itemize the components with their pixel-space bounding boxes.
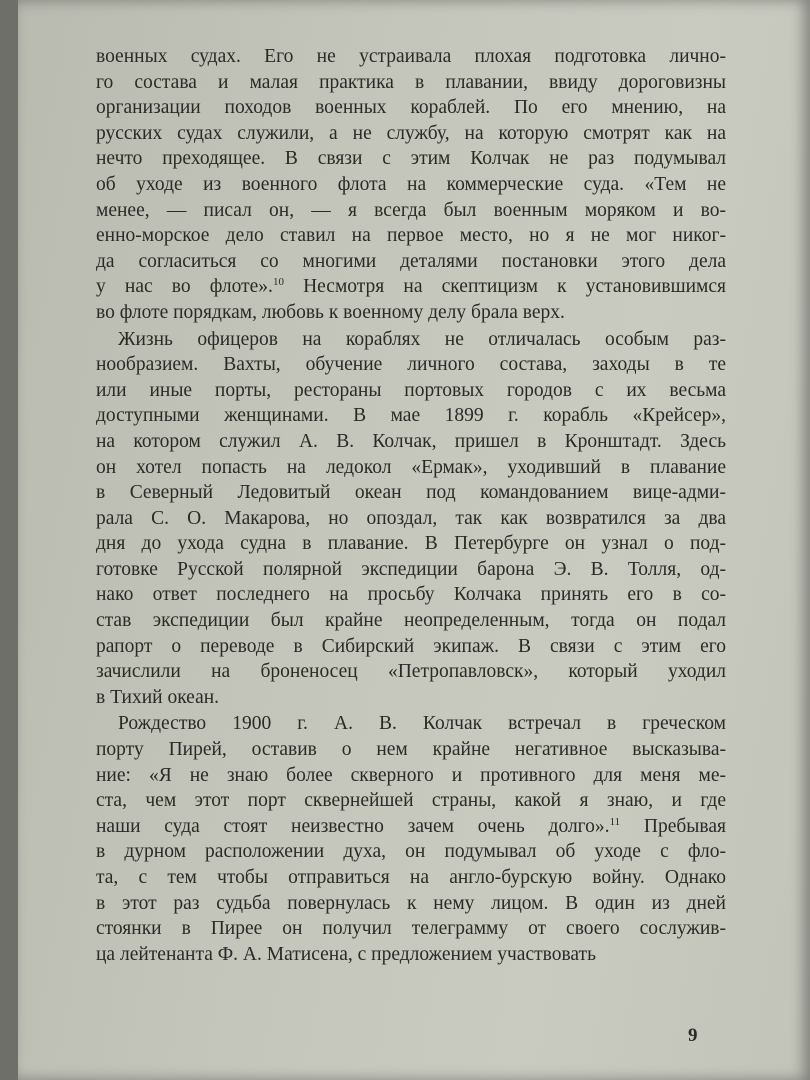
text-line: организации походов военных кораблей. По его мнению, на [96, 97, 726, 119]
footnote-marker: 11 [609, 815, 621, 828]
text-line: в дурном расположении духа, он подумывал об уходе с фло- [96, 841, 726, 863]
book-page [18, 0, 810, 1080]
text-line: менее, — писал он, — я всегда был военным моряком и во- [96, 199, 726, 221]
text-line: та, с тем чтобы отправиться на англо-бурскую войну. Однако [96, 867, 726, 888]
text-line: об уходе из военного флота на коммерческие суда. «Тем не [96, 173, 726, 195]
text-line: рапорт о переводе в Сибирский экипаж. В связи с этим его [96, 635, 726, 657]
text-line: зачислили на броненосец «Петропавловск», который уходил [96, 661, 726, 683]
text-line: или иные порты, рестораны портовых городов с их весьма [96, 379, 726, 401]
text-line: Жизнь офицеров на кораблях не отличалась особым раз- [118, 328, 726, 350]
text-line: русских судах служили, а не службу, на которую смотрят как на [96, 122, 726, 144]
text-line: ние: «Я не знаю более скверного и противного для меня ме- [96, 764, 726, 786]
text-line: доступными женщинами. В мае 1899 г. корабль «Крейсер», [96, 405, 726, 427]
paragraph [96, 44, 726, 326]
text-line: в этот раз судьба повернулась к нему лицом. В один из дней [96, 892, 726, 914]
paragraph [96, 327, 726, 711]
text-line: нако ответ последнего на просьбу Колчака принять его в со- [96, 584, 726, 606]
footnote-marker: 10 [272, 276, 284, 289]
text-line: он хотел попасть на ледокол «Ермак», уходивший в плавание [96, 456, 726, 478]
text-line: готовке Русской полярной экспедиции барона Э. В. Толля, од- [96, 558, 726, 580]
text-line: ца лейтенанта Ф. А. Матисена, с предложением участвовать [96, 943, 596, 965]
text-line: нечто преходящее. В связи с этим Колчак не раз подумывал [96, 148, 726, 170]
page-number: 9 [688, 1025, 698, 1046]
text-line: ста, чем этот порт сквернейшей страны, какой я знаю, и где [96, 790, 726, 812]
text-line: да согласиться со многими деталями постановки этого дела [96, 250, 726, 272]
text-line: у нас во флоте».$^{10}$ Несмотря на скептицизм к установившимся [96, 276, 727, 298]
text-line: военных судах. Его не устраивала плохая подготовка лично- [96, 46, 726, 67]
text-line: став экспедиции был крайне неопределенным, тогда он подал [96, 610, 726, 632]
paragraph [96, 711, 726, 967]
text-line: во флоте порядкам, любовь к военному делу брала верх. [96, 301, 565, 323]
text-line: наши суда стоят неизвестно зачем очень долго».$^{11}$ Пребывая [96, 815, 726, 837]
text-line: Рождество 1900 г. А. В. Колчак встречал в греческом [118, 713, 726, 735]
text-line: стоянки в Пирее он получил телеграмму от своего сослужив- [96, 918, 726, 940]
text-line: го состава и малая практика в плавании, ввиду дороговизны [96, 71, 726, 93]
text-line: рала С. О. Макарова, но опоздал, так как возвратился за два [96, 507, 726, 529]
text-line: нообразием. Вахты, обучение личного состава, заходы в те [96, 354, 726, 376]
text-line: дня до ухода судна в плавание. В Петербурге он узнал о под- [96, 533, 726, 555]
text-line: в Северный Ледовитый океан под командованием вице-адми- [96, 482, 726, 504]
text-line: в Тихий океан. [96, 686, 220, 708]
body-text [96, 44, 726, 967]
text-line: енно-морское дело ставил на первое место, но я не мог никог- [96, 225, 726, 247]
text-line: порту Пирей, оставив о нем крайне негативное высказыва- [96, 739, 726, 761]
text-line: на котором служил А. В. Колчак, пришел в Кронштадт. Здесь [96, 430, 726, 452]
